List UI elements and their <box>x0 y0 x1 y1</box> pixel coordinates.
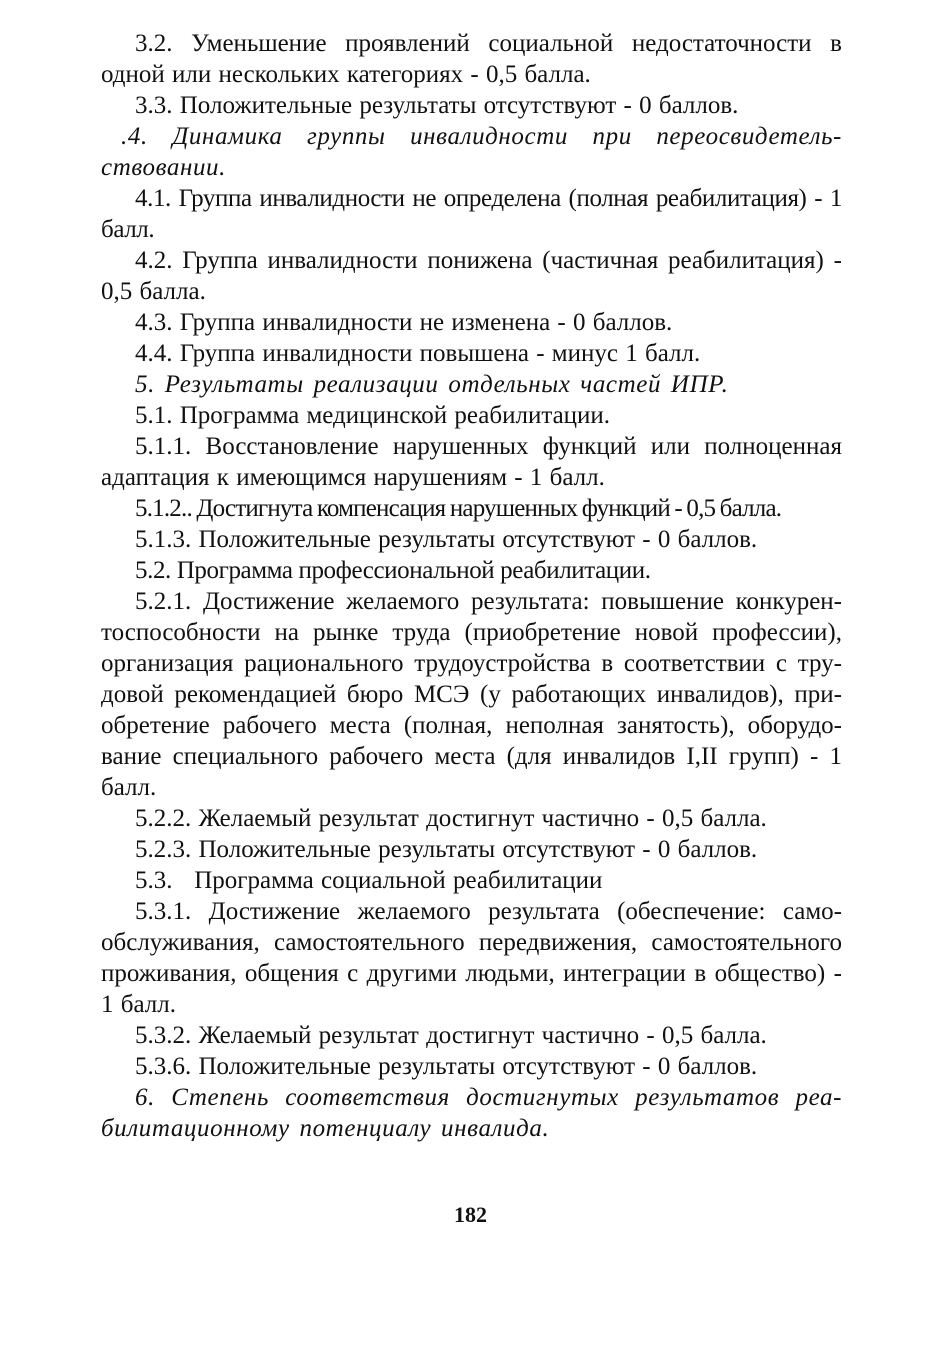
paragraph-5-2-2: 5.2.2. Желаемый результат достигнут частично - 0,5 балла. <box>135 805 767 832</box>
paragraph-4-3: 4.3. Группа инвалидности не изменена - 0 баллов. <box>135 309 673 336</box>
paragraph-5-3: 5.3. Программа социальной реабилитации <box>135 867 603 894</box>
paragraph-5-1-1: 5.1.1. Восстановление нарушенных функций или полноценная адаптация к имеющимся нарушениям - 1 балл. <box>101 433 842 491</box>
paragraph-5-1-2: 5.1.2.. Достигнута компенсация нарушенных функций - 0,5 балла. <box>135 495 782 522</box>
paragraph-5-3-6: 5.3.6. Положительные результаты отсутствуют - 0 баллов. <box>135 1053 758 1080</box>
paragraph-4-2: 4.2. Группа инвалидности понижена (частичная реабилитация) - 0,5 балла. <box>101 247 842 305</box>
heading-4-disability-dynamics: .4. Динамика группы инвалидности при переосвидетель-ствовании. <box>101 123 842 181</box>
paragraph-5-2-1: 5.2.1. Достижение желаемого результата: повышение конкурен-тоспособности на рынке труда (приобретение новой профессии), организация рационального трудоустройства в соответствии с тру-довой рекомендацией бюро МСЭ (у работающих инвалидов), при-обретение рабочего места (полная, неполная занятость), оборудо-вание специального рабочего места (для инвалидов I,II групп) - 1 балл. <box>101 588 842 801</box>
page-body <box>101 28 842 1144</box>
paragraph-3-2: 3.2. Уменьшение проявлений социальной недостаточности в одной или нескольких категориях - 0,5 балла. <box>101 30 842 88</box>
paragraph-5-2: 5.2. Программа профессиональной реабилитации. <box>135 557 651 584</box>
heading-6-correspondence: 6. Степень соответствия достигнутых результатов реа-билитационному потенциалу инвалида. <box>101 1084 842 1142</box>
paragraph-5-1-3: 5.1.3. Положительные результаты отсутствуют - 0 баллов. <box>135 526 758 553</box>
paragraph-5-2-3: 5.2.3. Положительные результаты отсутствуют - 0 баллов. <box>135 836 758 863</box>
paragraph-4-4: 4.4. Группа инвалидности повышена - минус 1 балл. <box>135 340 701 367</box>
paragraph-5-3-1: 5.3.1. Достижение желаемого результата (обеспечение: само-обслуживания, самостоятельного передвижения, самостоятельного проживания, общения с другими людьми, интеграции в общество) - 1 балл. <box>101 898 842 1018</box>
paragraph-5-1: 5.1. Программа медицинской реабилитации. <box>135 402 611 429</box>
paragraph-5-3-2: 5.3.2. Желаемый результат достигнут частично - 0,5 балла. <box>135 1022 767 1049</box>
heading-5-ipr-results: 5. Результаты реализации отдельных частей ИПР. <box>135 371 729 398</box>
page-number: 182 <box>454 1202 487 1227</box>
paragraph-3-3: 3.3. Положительные результаты отсутствуют - 0 баллов. <box>135 92 739 119</box>
paragraph-4-1: 4.1. Группа инвалидности не определена (полная реабилитация) - 1 балл. <box>101 185 842 243</box>
